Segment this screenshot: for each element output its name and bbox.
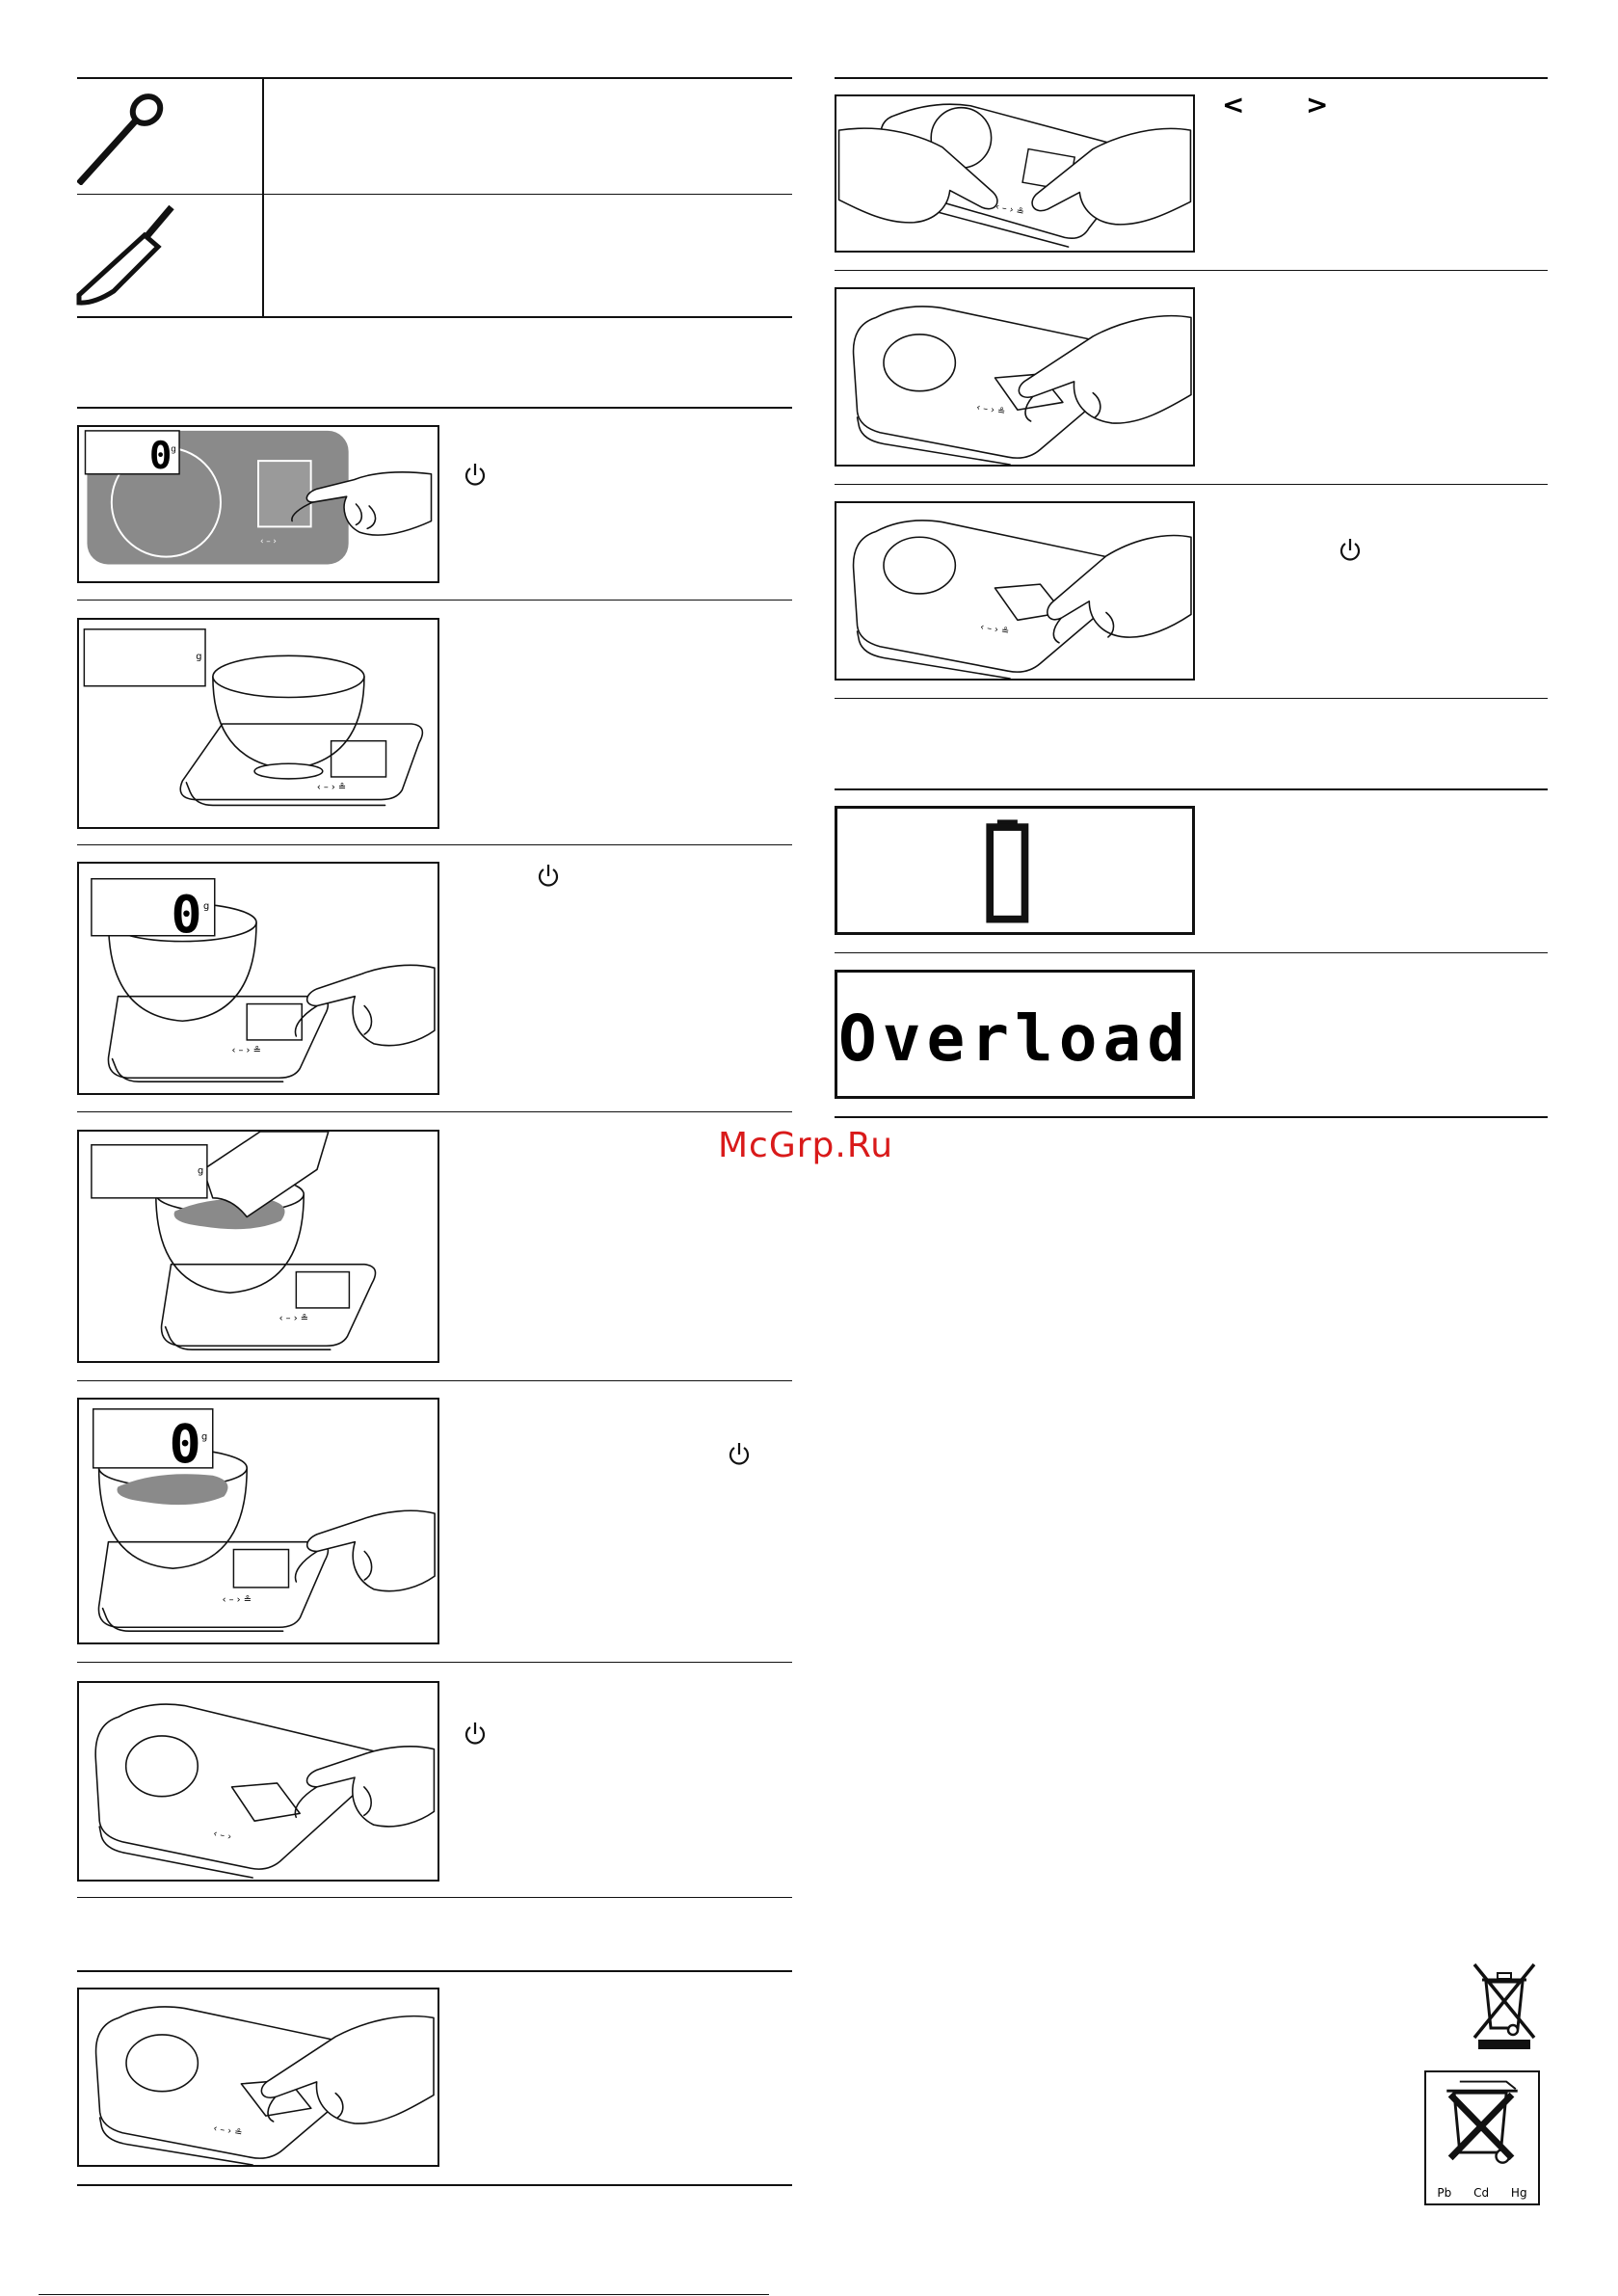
- rule-bottom-left: [77, 2184, 792, 2186]
- spoon-icon: [77, 89, 173, 185]
- power-icon: [534, 862, 563, 891]
- rule-top-right: [835, 77, 1548, 79]
- power-icon: [461, 1720, 490, 1749]
- knife-icon: [75, 202, 181, 308]
- figure-hold-button: [835, 287, 1195, 467]
- overload-display: [835, 970, 1195, 1099]
- rule-table-middle: [77, 194, 792, 195]
- figure-tare-with-ingredient: [77, 1398, 439, 1644]
- rule-left-5: [77, 1380, 792, 1381]
- battery-label-hg: Hg: [1510, 2186, 1527, 2200]
- figure-unit-button: [77, 1988, 439, 2167]
- svg-text:g: g: [198, 1165, 204, 1177]
- svg-text:0: 0: [169, 1412, 201, 1475]
- svg-text:0: 0: [148, 434, 172, 478]
- figure-add-ingredient: [77, 1130, 439, 1363]
- svg-text:‹ – › ≗: ‹ – › ≗: [994, 201, 1025, 219]
- svg-text:‹ – › ≗: ‹ – › ≗: [975, 402, 1007, 418]
- svg-text:0: 0: [171, 884, 202, 945]
- figure-arrow-buttons: [835, 94, 1195, 253]
- figure-scale-power-on: [77, 425, 439, 583]
- svg-text:‹ – › ≗: ‹ – › ≗: [279, 1313, 309, 1324]
- power-icon: [461, 461, 490, 490]
- overload-text: Overload: [838, 1001, 1191, 1076]
- rule-left-6: [77, 1662, 792, 1663]
- rule-section-left-1: [77, 407, 792, 409]
- svg-text:‹ – ›: ‹ – ›: [212, 1829, 233, 1843]
- rule-table-bottom: [77, 316, 792, 318]
- weee-crossed-bin-icon: [1471, 1961, 1538, 2051]
- figure-scale-off: [77, 1681, 439, 1882]
- left-arrow-glyph: <: [1222, 89, 1245, 120]
- battery-empty-icon: [990, 819, 1024, 919]
- rule-section-left-2: [77, 1970, 792, 1972]
- svg-text:g: g: [200, 1431, 208, 1443]
- svg-text:‹ – › ≗: ‹ – › ≗: [316, 782, 347, 793]
- svg-text:‹ – › ≗: ‹ – › ≗: [222, 1594, 252, 1606]
- svg-text:g: g: [196, 652, 202, 663]
- battery-low-display: [835, 806, 1195, 935]
- watermark: McGrp.Ru: [718, 1126, 894, 1165]
- rule-top-left: [77, 77, 792, 79]
- rule-right-4: [835, 698, 1548, 699]
- battery-label-pb: Pb: [1437, 2186, 1452, 2200]
- svg-text:g: g: [202, 901, 210, 913]
- rule-left-2: [77, 600, 792, 601]
- svg-text:‹ – › ≗: ‹ – › ≗: [212, 2122, 244, 2139]
- rule-right-3: [835, 484, 1548, 485]
- power-icon: [1336, 536, 1365, 565]
- table-divider-vertical: [262, 77, 264, 316]
- svg-text:g: g: [171, 444, 176, 455]
- rule-left-7: [77, 1897, 792, 1898]
- rule-right-2: [835, 270, 1548, 271]
- rule-right-5: [835, 952, 1548, 953]
- battery-label-cd: Cd: [1473, 2186, 1490, 2200]
- right-arrow-glyph: >: [1305, 89, 1329, 120]
- rule-left-4: [77, 1111, 792, 1112]
- figure-tare-bowl: [77, 862, 439, 1095]
- svg-text:‹ – ›: ‹ – ›: [259, 536, 277, 547]
- battery-disposal-icon: [1424, 2070, 1540, 2205]
- nav-arrows: [1222, 89, 1328, 120]
- rule-section-right-1: [835, 788, 1548, 790]
- figure-bowl-on-scale: [77, 618, 439, 829]
- rule-left-3: [77, 844, 792, 845]
- rule-bottom-right: [835, 1116, 1548, 1118]
- figure-power-button: [835, 501, 1195, 681]
- svg-text:‹ – › ≗: ‹ – › ≗: [979, 622, 1010, 638]
- rule-page-bottom: [39, 2294, 769, 2295]
- svg-text:‹ – › ≗: ‹ – › ≗: [231, 1045, 261, 1056]
- power-icon: [725, 1440, 754, 1469]
